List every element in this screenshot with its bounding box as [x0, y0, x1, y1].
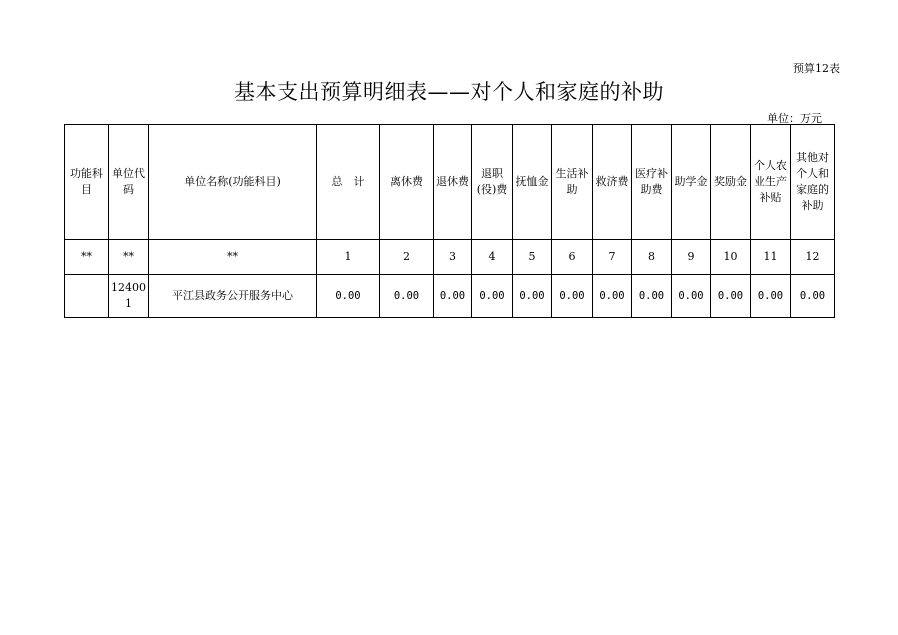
table-index-row	[65, 240, 835, 275]
index-cell: 11	[751, 240, 791, 275]
col-header-award: 奖励金	[711, 125, 751, 240]
index-cell: 10	[711, 240, 751, 275]
budget-table	[64, 124, 835, 318]
col-header-unit-name: 单位名称(功能科目)	[149, 125, 317, 240]
col-header-resignation: 退职(役)费	[472, 125, 513, 240]
unit-code-cell: 124001	[109, 275, 149, 318]
retirement-cadre-cell: 0.00	[380, 275, 434, 318]
scholarship-cell: 0.00	[672, 275, 711, 318]
table-row	[65, 275, 835, 318]
index-cell: 6	[552, 240, 593, 275]
col-header-relief: 救济费	[593, 125, 632, 240]
index-cell: **	[109, 240, 149, 275]
col-header-pension: 抚恤金	[513, 125, 552, 240]
unit-name-cell: 平江县政务公开服务中心	[149, 275, 317, 318]
col-header-retirement: 退休费	[434, 125, 472, 240]
form-number: 预算12表	[793, 62, 840, 75]
col-header-func-subject: 功能科目	[65, 125, 109, 240]
resignation-cell: 0.00	[472, 275, 513, 318]
index-cell: 7	[593, 240, 632, 275]
index-cell: 9	[672, 240, 711, 275]
medical-allowance-cell: 0.00	[632, 275, 672, 318]
col-header-total: 总 计	[317, 125, 380, 240]
retirement-cell: 0.00	[434, 275, 472, 318]
table-header-row	[65, 125, 835, 240]
farming-subsidy-cell: 0.00	[751, 275, 791, 318]
func-subject-cell	[65, 275, 109, 318]
col-header-unit-code: 单位代码	[109, 125, 149, 240]
col-header-other-subsidy: 其他对个人和家庭的补助	[791, 125, 835, 240]
col-header-living-allowance: 生活补助	[552, 125, 593, 240]
col-header-scholarship: 助学金	[672, 125, 711, 240]
index-cell: 5	[513, 240, 552, 275]
col-header-medical-allowance: 医疗补助费	[632, 125, 672, 240]
index-cell: 4	[472, 240, 513, 275]
total-cell: 0.00	[317, 275, 380, 318]
relief-cell: 0.00	[593, 275, 632, 318]
index-cell: 1	[317, 240, 380, 275]
page-title: 基本支出预算明细表——对个人和家庭的补助	[234, 80, 664, 104]
index-cell: **	[65, 240, 109, 275]
index-cell: 3	[434, 240, 472, 275]
index-cell: 8	[632, 240, 672, 275]
living-allowance-cell: 0.00	[552, 275, 593, 318]
award-cell: 0.00	[711, 275, 751, 318]
col-header-retirement-cadre: 离休费	[380, 125, 434, 240]
unit-label: 单位：万元	[767, 112, 822, 125]
index-cell: 2	[380, 240, 434, 275]
index-cell: **	[149, 240, 317, 275]
pension-cell: 0.00	[513, 275, 552, 318]
col-header-farming-subsidy: 个人农业生产补贴	[751, 125, 791, 240]
index-cell: 12	[791, 240, 835, 275]
other-subsidy-cell: 0.00	[791, 275, 835, 318]
